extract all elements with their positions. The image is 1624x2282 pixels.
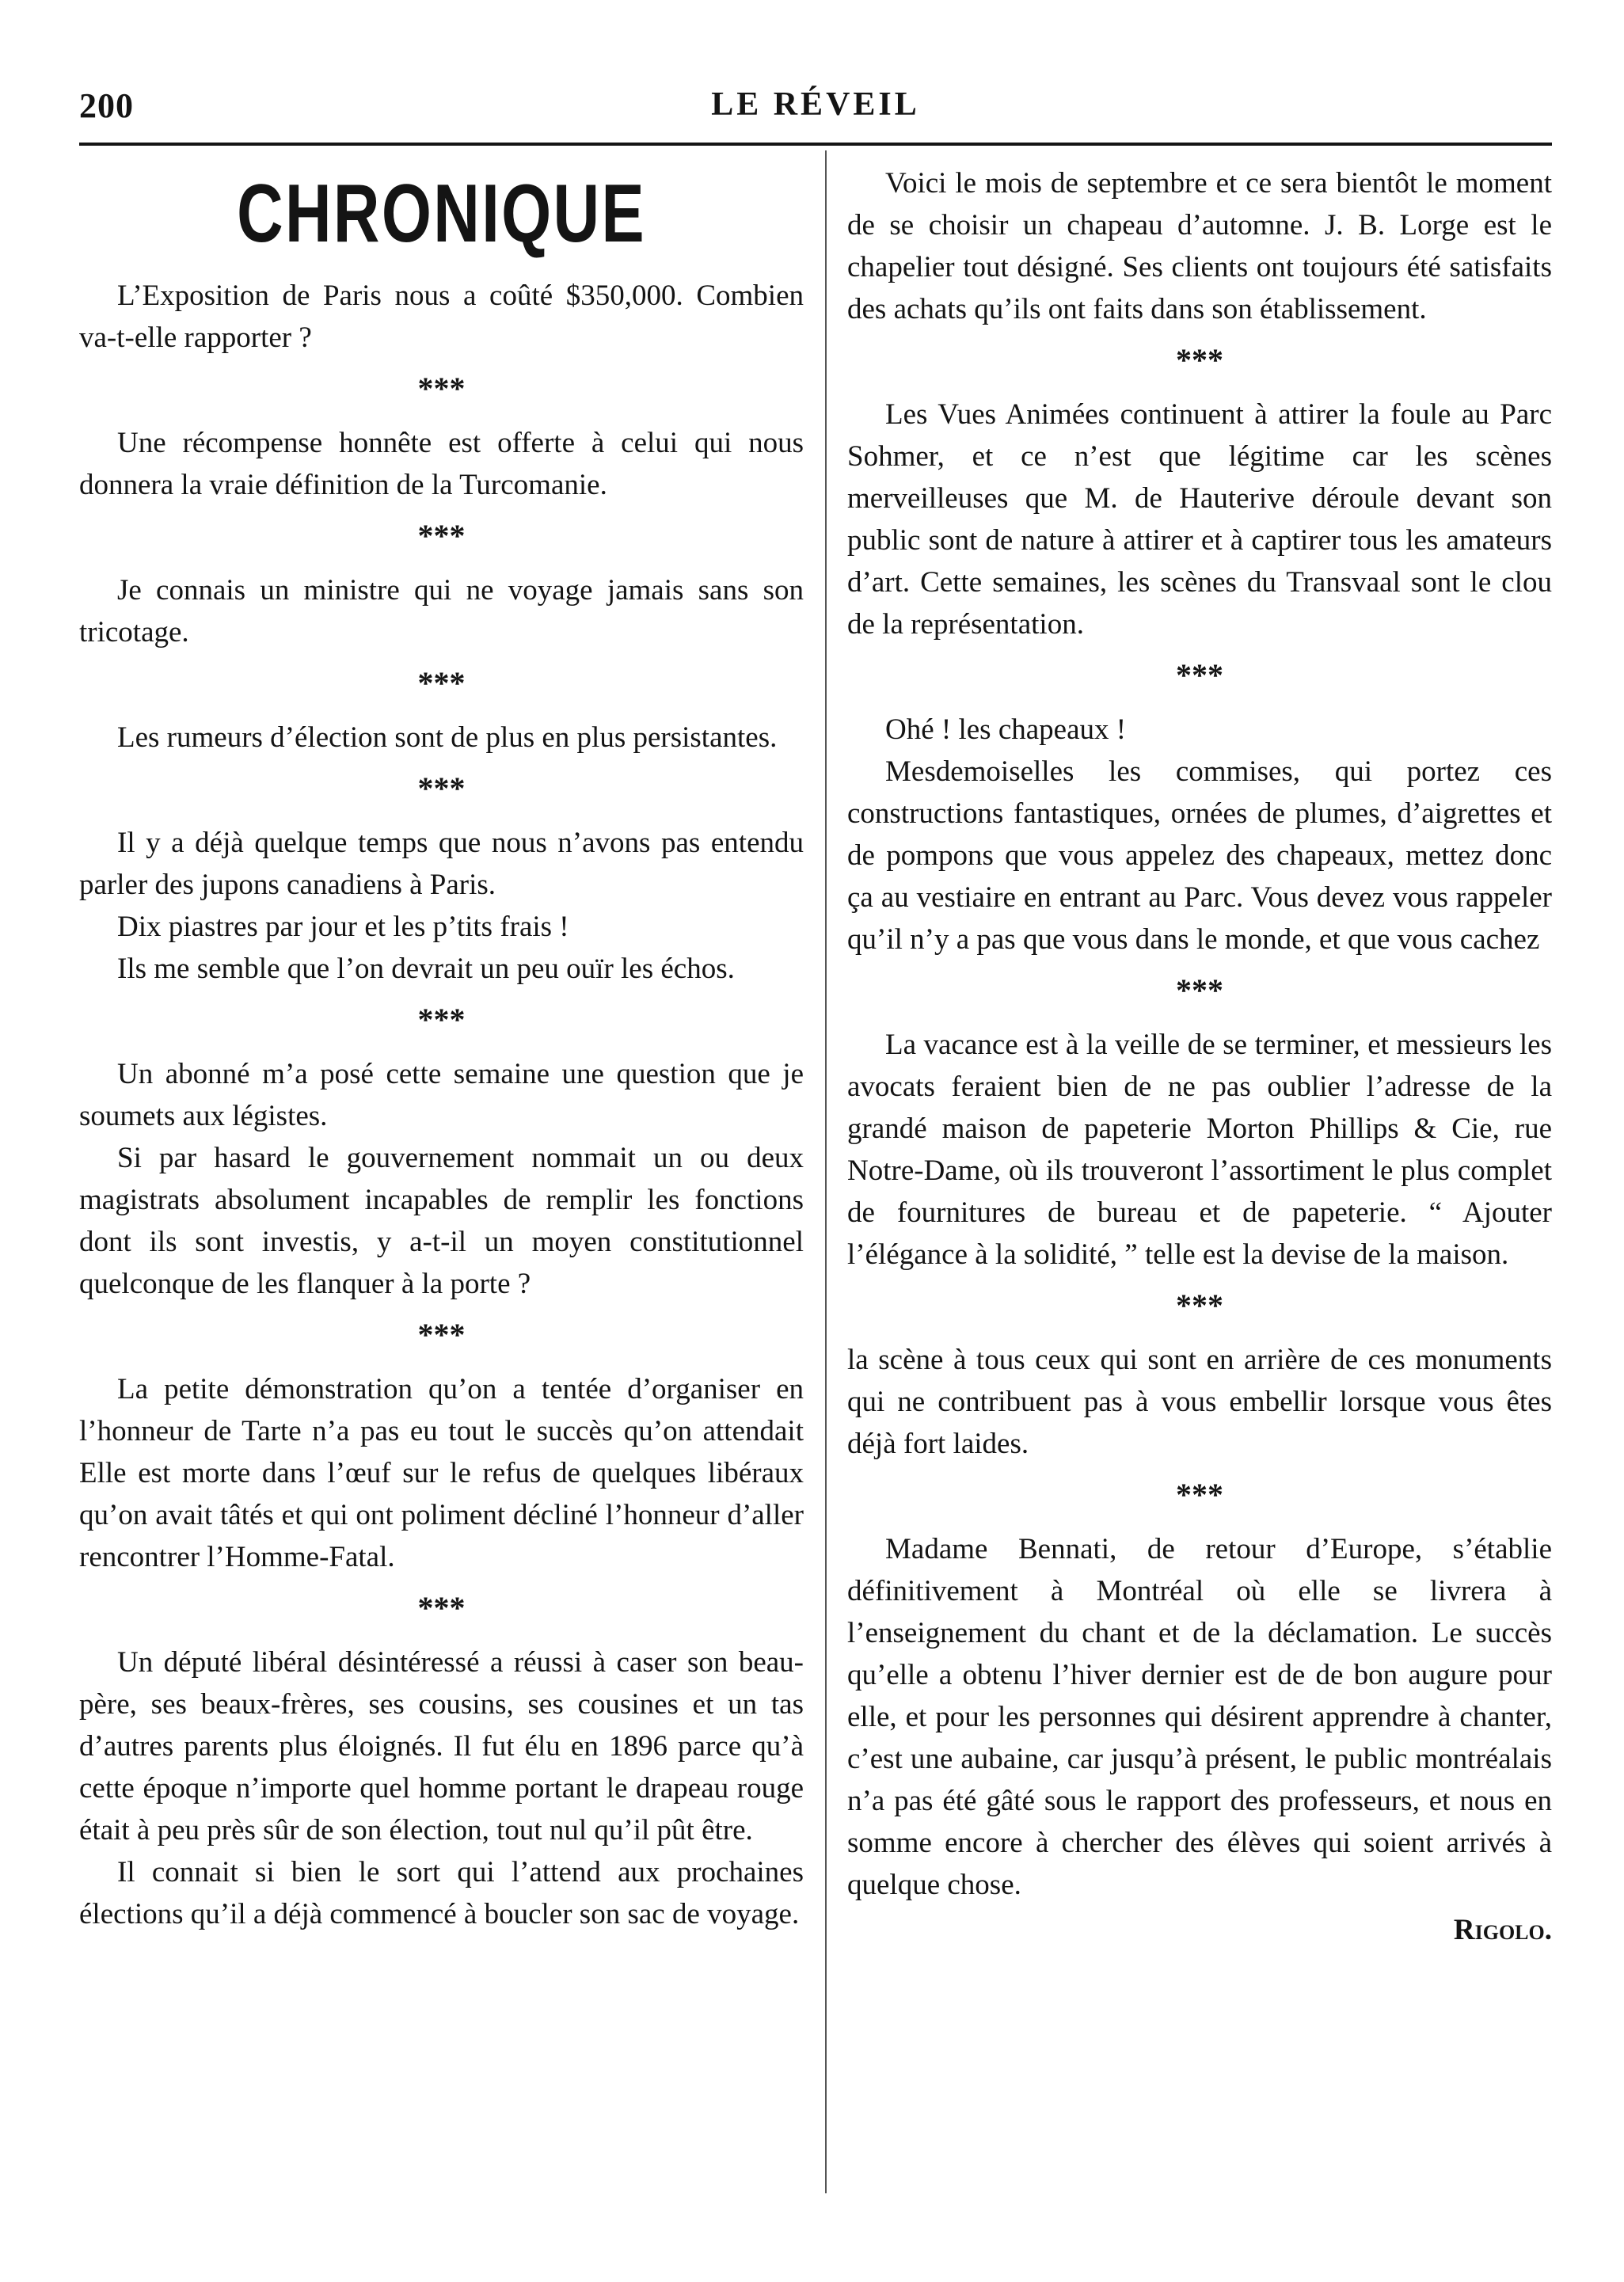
paragraph: Ils me semble que l’on devrait un peu ouïr les échos. xyxy=(117,953,735,985)
chronique-title: CHRONIQUE xyxy=(237,168,646,260)
paragraph: Je connais un ministre qui ne voyage jamais sans son tricotage. xyxy=(79,574,804,648)
paragraph: Ohé ! les chapeaux ! xyxy=(885,713,1127,746)
paragraph: Un abonné m’a posé cette semaine une question que je soumets aux légistes. xyxy=(79,1058,804,1132)
separator: *** xyxy=(1176,1287,1223,1323)
paragraph: Voici le mois de septembre et ce sera bientôt le moment de se choisir un chapeau d’automne. J. B. Lorge est le chapelier tout désigné. Ses clients ont toujours été satisfaits des achats qu’ils ont faits dans son établissement. xyxy=(847,167,1552,325)
separator: *** xyxy=(417,371,466,406)
header-rule xyxy=(79,143,1552,146)
paragraph: Si par hasard le gouvernement nommait un ou deux magistrats absolument incapables de remplir les fonctions dont ils sont investis, y a-t-il un moyen constitutionnel quelconque de les flanquer à la porte ? xyxy=(79,1142,804,1300)
paragraph: Une récompense honnête est offerte à celui qui nous donnera la vraie définition de la Turcomanie. xyxy=(79,427,804,501)
separator: *** xyxy=(417,1590,466,1626)
separator: *** xyxy=(417,518,466,553)
separator: *** xyxy=(1176,342,1223,378)
paragraph: Les rumeurs d’élection sont de plus en plus persistantes. xyxy=(117,721,778,754)
separator: *** xyxy=(1176,1477,1223,1512)
paragraph: Madame Bennati, de retour d’Europe, s’établie définitivement à Montréal où elle se livrera à l’enseignement du chant et de la déclamation. Le succès qu’elle a obtenu l’hiver dernier est de de bon augure pour elle, et pour les personnes qui désirent apprendre à chanter, c’est une aubaine, car jusqu’à présent, le public montréalais n’a pas été gâté sous le rapport des professeurs, et nous en somme encore à chercher des élèves qui soient arrivés à quelque chose. xyxy=(847,1533,1552,1901)
separator: *** xyxy=(1176,657,1223,693)
column-divider xyxy=(825,150,827,2193)
paragraph: L’Exposition de Paris nous a coûté $350,000. Combien va-t-elle rapporter ? xyxy=(79,280,804,354)
signature: Rigolo. xyxy=(1453,1914,1552,1946)
paragraph: Un député libéral désintéressé a réussi à caser son beau-père, ses beaux-frères, ses cousins, ses cousines et un tas d’autres parents plus éloignés. Il fut élu en 1896 parce qu’à cette époque n’importe quel homme portant le drapeau rouge était à peu près sûr de son élection, tout nul qu’il pût être. xyxy=(79,1646,804,1847)
separator: *** xyxy=(417,770,466,806)
paragraph: la scène à tous ceux qui sont en arrière de ces monuments qui ne contribuent pas à vous embellir lorsque vous êtes déjà fort laides. xyxy=(847,1344,1552,1460)
paragraph: La petite démonstration qu’on a tentée d’organiser en l’honneur de Tarte n’a pas eu tout le succès qu’on attendait Elle est morte dans l’œuf sur le refus de quelques libéraux qu’on avait tâtés et qui ont poliment décliné l’honneur d’aller rencontrer l’Homme-Fatal. xyxy=(79,1373,804,1573)
right-column xyxy=(847,162,1552,1951)
paragraph: Dix piastres par jour et les p’tits frais ! xyxy=(117,911,569,943)
paragraph: Les Vues Animées continuent à attirer la foule au Parc Sohmer, et ce n’est que légitime car les scènes merveilleuses que M. de Hauterive déroule devant son public sont de nature à attirer et à captirer tous les amateurs d’art. Cette semaines, les scènes du Transvaal sont le clou de la représentation. xyxy=(847,398,1552,641)
paragraph: Mesdemoiselles les commises, qui portez ces constructions fantastiques, ornées de plumes, d’aigrettes et de pompons que vous appelez des chapeaux, mettez donc ça au vestiaire en entrant au Parc. Vous devez vous rappeler qu’il n’y a pas que vous dans le monde, et que vous cachez xyxy=(847,755,1552,956)
separator: *** xyxy=(1176,972,1223,1008)
separator: *** xyxy=(417,1317,466,1352)
paragraph: La vacance est à la veille de se terminer, et messieurs les avocats feraient bien de ne pas oublier l’adresse de la grandé maison de papeterie Morton Phillips & Cie, rue Notre-Dame, où ils trouveront l’assortiment le plus complet de fournitures de bureau et de papeterie. “ Ajouter l’élégance à la solidité, ” telle est la devise de la maison. xyxy=(847,1029,1552,1271)
page-header xyxy=(79,86,1552,133)
paragraph: Il connait si bien le sort qui l’attend aux prochaines élections qu’il a déjà commencé à boucler son sac de voyage. xyxy=(79,1856,804,1930)
separator: *** xyxy=(417,665,466,701)
paragraph: Il y a déjà quelque temps que nous n’avons pas entendu parler des jupons canadiens à Paris. xyxy=(79,827,804,901)
left-column xyxy=(79,162,804,1935)
masthead: LE RÉVEIL xyxy=(711,86,920,123)
page-number: 200 xyxy=(79,86,134,125)
separator: *** xyxy=(417,1002,466,1037)
